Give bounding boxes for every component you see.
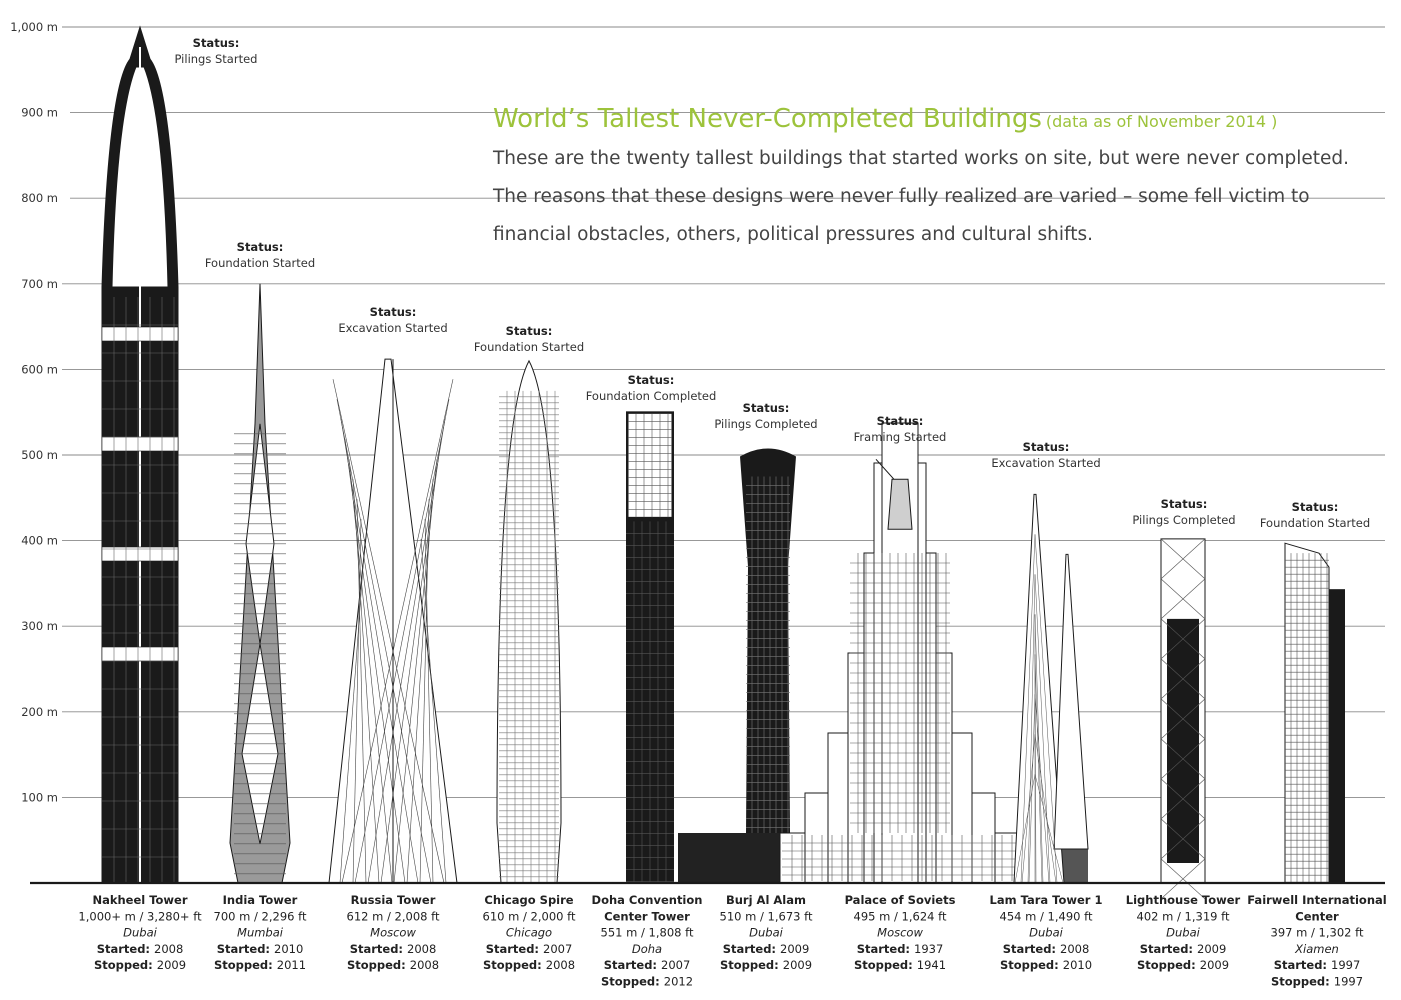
status-heading: Status: [192, 36, 240, 50]
building-9 [1161, 539, 1205, 899]
started-year: 2009 [1197, 941, 1227, 956]
building-started [486, 942, 573, 956]
tower-body [1285, 543, 1329, 883]
building-3 [329, 359, 457, 883]
stopped-label: Stopped: [600, 974, 664, 989]
building-name: Doha Convention [591, 893, 703, 907]
started-label: Started: [722, 941, 781, 956]
stopped-label: Stopped: [999, 958, 1063, 973]
status-heading: Status: [236, 240, 284, 254]
building-stopped [1271, 975, 1363, 989]
building-2 [230, 284, 290, 883]
started-label: Started: [1273, 958, 1332, 973]
stopped-label: Stopped: [853, 958, 917, 973]
y-tick-label: 100 m [21, 790, 58, 805]
building-height: 402 m / 1,319 ft [1136, 909, 1230, 924]
side-block [1329, 589, 1345, 883]
stopped-label: Stopped: [93, 958, 157, 973]
status-value: Pilings Completed [1132, 513, 1236, 527]
building-started [1003, 942, 1090, 956]
status-heading: Status: [742, 401, 790, 415]
building-height: 397 m / 1,302 ft [1270, 925, 1364, 940]
sky-lobby-band [102, 327, 178, 341]
building-height: 700 m / 2,296 ft [213, 909, 307, 924]
started-year: 2008 [407, 941, 437, 956]
description-line: The reasons that these designs were never fully realized are varied – some fell victim to [493, 186, 1310, 207]
building-stopped [720, 958, 812, 972]
description-line: These are the twenty tallest buildings that started works on site, but were never completed. [493, 148, 1350, 169]
started-label: Started: [216, 941, 275, 956]
stopped-year: 1997 [1333, 974, 1364, 989]
building-name: Russia Tower [350, 893, 436, 907]
status-value: Foundation Started [1259, 516, 1371, 530]
building-city: Dubai [1166, 925, 1200, 940]
building-name: Chicago Spire [484, 893, 574, 907]
tower-body [740, 448, 796, 833]
started-label: Started: [485, 941, 544, 956]
building-name: Burj Al Alam [725, 893, 807, 907]
building-height: 510 m / 1,673 ft [719, 909, 813, 924]
y-tick-label: 900 m [21, 105, 58, 120]
stopped-year: 2009 [156, 958, 187, 973]
status-value: Foundation Started [473, 340, 585, 354]
chart-title [493, 104, 1373, 134]
building-city: Xiamen [1295, 941, 1339, 956]
chart-title-note: (data as of November 2014 ) [1045, 112, 1278, 131]
started-label: Started: [1002, 941, 1061, 956]
crown-grid [628, 413, 672, 517]
started-label: Started: [1139, 941, 1198, 956]
building-stopped [347, 958, 439, 972]
building-stopped [1137, 958, 1229, 972]
status-value: Foundation Started [204, 256, 316, 270]
building-stopped [1000, 958, 1092, 972]
building-started [1140, 942, 1227, 956]
building-started [604, 958, 691, 972]
status-heading: Status: [369, 305, 417, 319]
core-block [1167, 619, 1199, 863]
building-info-labels [78, 893, 1386, 989]
started-year: 1937 [914, 941, 944, 956]
twin-tower-body [1054, 554, 1088, 849]
started-year: 1997 [1331, 958, 1361, 973]
y-tick-label: 1,000 m [10, 20, 58, 34]
building-1 [102, 27, 178, 883]
stopped-year: 2009 [1199, 958, 1230, 973]
status-value: Excavation Started [991, 456, 1101, 470]
building-info [592, 893, 703, 989]
started-year: 2008 [154, 941, 184, 956]
stopped-year: 2011 [276, 958, 307, 973]
chart-description [493, 140, 1373, 254]
y-tick-label: 500 m [21, 448, 58, 462]
building-stopped [94, 958, 186, 972]
building-city: Moscow [877, 925, 923, 940]
building-name: Fairwell International [1247, 893, 1387, 907]
started-year: 2009 [780, 941, 810, 956]
building-name: Center Tower [604, 909, 690, 924]
status-heading: Status: [1160, 497, 1208, 511]
status-value: Excavation Started [338, 321, 448, 335]
started-label: Started: [603, 958, 662, 973]
stopped-label: Stopped: [213, 958, 277, 973]
stopped-label: Stopped: [482, 958, 546, 973]
status-value: Framing Started [853, 430, 947, 444]
building-city: Chicago [505, 925, 553, 940]
y-tick-label: 800 m [21, 191, 58, 206]
building-started [723, 942, 810, 956]
stopped-label: Stopped: [346, 958, 410, 973]
building-city: Dubai [1029, 925, 1063, 940]
building-name: Lighthouse Tower [1125, 893, 1241, 907]
building-6 [740, 448, 796, 833]
building-info [78, 893, 202, 972]
stopped-year: 2010 [1062, 958, 1093, 973]
building-started [97, 942, 184, 956]
building-city: Moscow [370, 925, 416, 940]
building-city: Doha [631, 941, 663, 956]
title-block [493, 104, 1373, 254]
chart-title-text: World’s Tallest Never-Completed Buildings [493, 104, 1042, 134]
building-height: 495 m / 1,624 ft [853, 909, 947, 924]
y-tick-label: 400 m [21, 533, 58, 548]
building-stopped [483, 958, 575, 972]
started-year: 2007 [661, 958, 691, 973]
building-city: Dubai [123, 925, 157, 940]
building-info [845, 893, 956, 972]
stopped-year: 2008 [409, 958, 440, 973]
status-value: Pilings Started [174, 52, 258, 66]
stopped-label: Stopped: [719, 958, 783, 973]
started-year: 2010 [274, 941, 304, 956]
building-city: Mumbai [237, 925, 283, 940]
building-info [990, 893, 1103, 972]
building-started [217, 942, 304, 956]
started-year: 2007 [543, 941, 573, 956]
building-name: India Tower [222, 893, 298, 907]
building-7 [780, 423, 1020, 883]
status-heading: Status: [627, 373, 675, 387]
building-info [483, 893, 576, 972]
y-axis-ticks [10, 20, 58, 804]
building-info [1247, 893, 1386, 989]
sky-lobby-band [102, 437, 178, 451]
stopped-year: 1941 [916, 958, 947, 973]
building-name: Center [1295, 909, 1339, 924]
building-info [1126, 893, 1241, 972]
building-name: Palace of Soviets [844, 893, 956, 907]
description-line: financial obstacles, others, political pressures and cultural shifts. [493, 224, 1093, 245]
status-heading: Status: [876, 414, 924, 428]
building-height: 612 m / 2,008 ft [346, 909, 440, 924]
sky-lobby-band [102, 647, 178, 661]
building-info [214, 893, 307, 972]
building-info [720, 893, 813, 972]
started-label: Started: [96, 941, 155, 956]
building-city: Dubai [749, 925, 783, 940]
building-started [857, 942, 944, 956]
status-heading: Status: [505, 324, 553, 338]
started-label: Started: [349, 941, 408, 956]
stopped-year: 2009 [782, 958, 813, 973]
building-started [1274, 958, 1361, 972]
building-name: Nakheel Tower [92, 893, 188, 907]
building-height: 610 m / 2,000 ft [482, 909, 576, 924]
status-heading: Status: [1022, 440, 1070, 454]
y-tick-label: 700 m [21, 276, 58, 291]
y-tick-label: 600 m [21, 362, 58, 377]
building-stopped [601, 975, 693, 989]
building-stopped [214, 958, 306, 972]
building-height: 1,000+ m / 3,280+ ft [78, 909, 202, 924]
building-stopped [854, 958, 946, 972]
status-heading: Status: [1291, 500, 1339, 514]
building-height: 454 m / 1,490 ft [999, 909, 1093, 924]
building-8 [1014, 494, 1088, 883]
stopped-year: 2008 [545, 958, 576, 973]
building-started [350, 942, 437, 956]
building-height: 551 m / 1,808 ft [600, 925, 694, 940]
started-label: Started: [856, 941, 915, 956]
stopped-label: Stopped: [1136, 958, 1200, 973]
y-tick-label: 200 m [21, 704, 58, 719]
stopped-year: 2012 [663, 974, 694, 989]
status-value: Pilings Completed [714, 417, 818, 431]
building-info [347, 893, 440, 972]
started-year: 2008 [1060, 941, 1090, 956]
status-value: Foundation Completed [585, 389, 717, 403]
stopped-label: Stopped: [1270, 974, 1334, 989]
building-5 [626, 411, 674, 883]
y-tick-label: 300 m [21, 619, 58, 634]
building-name: Lam Tara Tower 1 [989, 893, 1103, 907]
building-10 [1285, 543, 1345, 883]
building-4 [497, 361, 561, 883]
